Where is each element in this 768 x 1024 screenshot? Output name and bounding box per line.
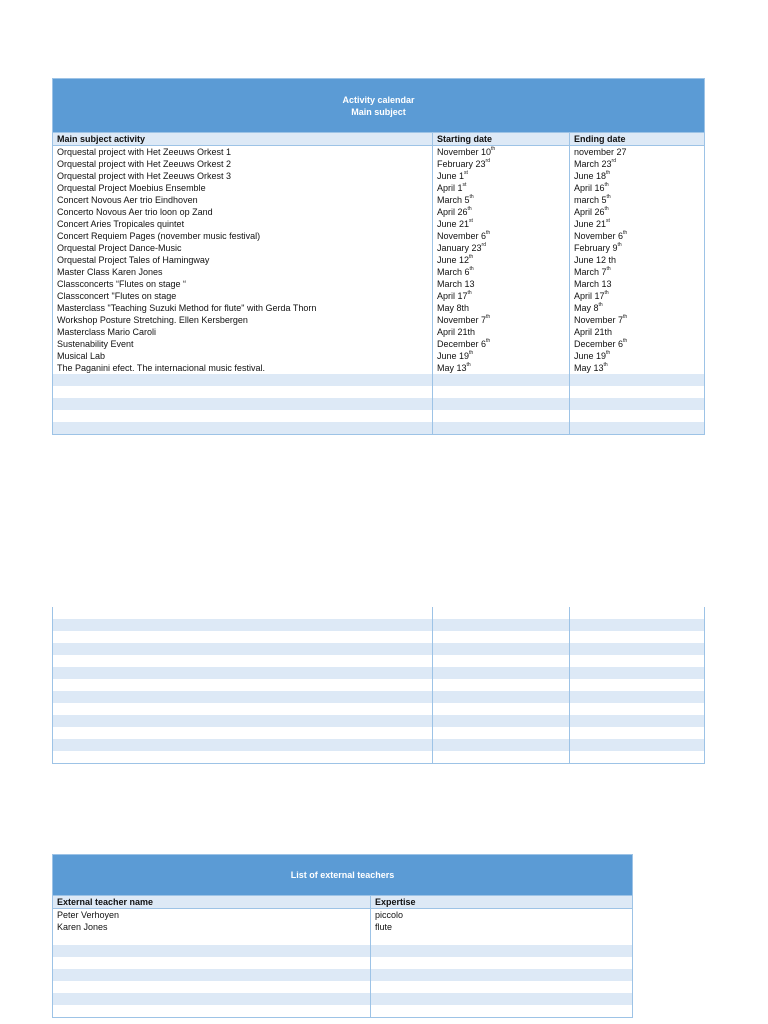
empty-cell: [371, 1005, 633, 1018]
starting-date-cell-suffix: th: [467, 290, 472, 296]
empty-cell: [53, 607, 433, 619]
empty-cell: [570, 715, 705, 727]
starting-date-cell: [433, 206, 570, 218]
empty-cell: [433, 667, 570, 679]
activity-cell-text: Sustenability Event: [57, 339, 134, 349]
ending-date-cell-text: April 16: [574, 183, 605, 193]
blank-empty-row: [53, 655, 705, 667]
starting-date-cell: [433, 194, 570, 206]
empty-cell: [53, 727, 433, 739]
starting-date-cell-text: April 21th: [437, 327, 476, 337]
activity-row: [53, 158, 705, 170]
ending-date-cell-text: April 17: [574, 291, 605, 301]
ending-date-cell-text: June 21: [574, 219, 607, 229]
activity-cell-text: Orquestal project with Het Zeeuws Orkest 1: [57, 147, 232, 157]
empty-cell: [570, 398, 705, 410]
activity-table-body: [53, 146, 705, 435]
starting-date-cell-text: April 17: [437, 291, 468, 301]
empty-cell: [53, 751, 433, 764]
starting-date-cell: [433, 266, 570, 278]
ending-date-cell-text: November 6: [574, 231, 624, 241]
activity-row: [53, 170, 705, 182]
ending-date-cell-text: march 5: [574, 195, 607, 205]
expertise-cell-text: piccolo: [375, 910, 404, 920]
ending-date-cell: [570, 194, 705, 206]
ending-date-cell-suffix: th: [623, 314, 628, 320]
starting-date-cell: [433, 302, 570, 314]
blank-empty-row: [53, 619, 705, 631]
ending-date-cell-suffix: th: [617, 242, 622, 248]
header-expertise: Expertise: [371, 896, 633, 909]
activity-cell-text: Workshop Posture Stretching. Ellen Kersbergen: [57, 315, 248, 325]
ending-date-cell: [570, 242, 705, 254]
header-starting-date: Starting date: [433, 133, 570, 146]
activity-row: [53, 326, 705, 338]
empty-cell: [570, 607, 705, 619]
activity-cell: [53, 278, 433, 290]
ending-date-cell: [570, 290, 705, 302]
starting-date-cell-text: April 1: [437, 183, 463, 193]
starting-date-cell-suffix: th: [469, 266, 474, 272]
ending-date-cell: [570, 278, 705, 290]
activity-row: [53, 194, 705, 206]
teachers-table-body: [53, 909, 633, 1018]
empty-cell: [53, 957, 371, 969]
starting-date-cell-text: June 12: [437, 255, 470, 265]
starting-date-cell: [433, 158, 570, 170]
starting-date-cell-suffix: th: [467, 206, 472, 212]
activity-row: [53, 254, 705, 266]
teacher-row: [53, 909, 633, 922]
empty-cell: [570, 386, 705, 398]
starting-date-cell: [433, 170, 570, 182]
activity-calendar-subtitle: Main subject: [351, 106, 406, 117]
ending-date-cell-suffix: th: [604, 290, 609, 296]
blank-empty-row: [53, 631, 705, 643]
empty-cell: [570, 751, 705, 764]
empty-cell: [53, 981, 371, 993]
ending-date-cell: [570, 314, 705, 326]
starting-date-cell-suffix: th: [486, 314, 491, 320]
activity-calendar-banner: [53, 79, 705, 133]
empty-cell: [371, 981, 633, 993]
teacher-row: [53, 921, 633, 933]
empty-cell: [433, 386, 570, 398]
expertise-cell: [371, 909, 633, 922]
starting-date-cell: [433, 242, 570, 254]
ending-date-cell-text: May 8: [574, 303, 599, 313]
activity-empty-row: [53, 410, 705, 422]
empty-cell: [433, 410, 570, 422]
activity-row: [53, 242, 705, 254]
activity-cell-text: Masterclass Mario Caroli: [57, 327, 157, 337]
activity-cell: [53, 266, 433, 278]
starting-date-cell-suffix: st: [462, 182, 467, 188]
ending-date-cell-text: March 7: [574, 267, 607, 277]
empty-cell: [53, 619, 433, 631]
empty-cell: [433, 715, 570, 727]
empty-cell: [433, 727, 570, 739]
activity-cell: [53, 170, 433, 182]
starting-date-cell: [433, 350, 570, 362]
starting-date-cell-suffix: th: [469, 254, 474, 260]
empty-cell: [53, 703, 433, 715]
blank-table: [52, 607, 705, 764]
activity-cell-text: Orquestal project with Het Zeeuws Orkest 2: [57, 159, 232, 169]
empty-cell: [433, 631, 570, 643]
activity-row: [53, 218, 705, 230]
empty-cell: [371, 993, 633, 1005]
blank-empty-row: [53, 751, 705, 764]
ending-date-cell-suffix: th: [623, 230, 628, 236]
starting-date-cell-text: June 19: [437, 351, 470, 361]
starting-date-cell: [433, 182, 570, 194]
activity-cell: [53, 194, 433, 206]
ending-date-cell: [570, 146, 705, 159]
activity-row: [53, 278, 705, 290]
empty-cell: [53, 631, 433, 643]
activity-empty-row: [53, 398, 705, 410]
activity-cell: [53, 302, 433, 314]
starting-date-cell-text: April 26: [437, 207, 468, 217]
ending-date-cell-suffix: th: [606, 350, 611, 356]
starting-date-cell: [433, 314, 570, 326]
teachers-empty-row: [53, 993, 633, 1005]
ending-date-cell: [570, 230, 705, 242]
empty-cell: [53, 993, 371, 1005]
empty-cell: [53, 739, 433, 751]
external-teachers-banner: [53, 855, 633, 896]
activity-cell-text: Classconcerts “Flutes on stage “: [57, 279, 187, 289]
activity-cell-text: Orquestal Project Tales of Hamingway: [57, 255, 210, 265]
ending-date-cell: [570, 362, 705, 374]
teachers-empty-row: [53, 981, 633, 993]
activity-row: [53, 302, 705, 314]
starting-date-cell: [433, 254, 570, 266]
empty-cell: [53, 655, 433, 667]
ending-date-cell: [570, 206, 705, 218]
activity-cell: [53, 242, 433, 254]
activity-cell: [53, 230, 433, 242]
starting-date-cell: [433, 362, 570, 374]
ending-date-cell-suffix: th: [604, 182, 609, 188]
activity-cell-text: Concert Aries Tropicales quintet: [57, 219, 185, 229]
expertise-cell-text: flute: [375, 922, 393, 932]
activity-cell-text: Orquestal Project Moebius Ensemble: [57, 183, 206, 193]
activity-row: [53, 266, 705, 278]
empty-cell: [53, 667, 433, 679]
teachers-empty-row: [53, 945, 633, 957]
activity-row: [53, 206, 705, 218]
activity-cell: [53, 350, 433, 362]
empty-cell: [570, 727, 705, 739]
activity-row: [53, 338, 705, 350]
starting-date-cell-suffix: th: [466, 362, 471, 368]
ending-date-cell-suffix: th: [598, 302, 603, 308]
teacher-name-cell-text: Karen Jones: [57, 922, 108, 932]
activity-cell-text: Musical Lab: [57, 351, 106, 361]
ending-date-cell-suffix: rd: [611, 158, 616, 164]
activity-cell: [53, 314, 433, 326]
starting-date-cell-text: June 1: [437, 171, 465, 181]
ending-date-cell-text: April 21th: [574, 327, 613, 337]
teachers-header-row: [53, 896, 633, 909]
ending-date-cell: [570, 350, 705, 362]
teachers-empty-row: [53, 933, 633, 945]
ending-date-cell-text: June 18: [574, 171, 607, 181]
starting-date-cell-text: May 8th: [437, 303, 470, 313]
starting-date-cell: [433, 230, 570, 242]
empty-cell: [433, 739, 570, 751]
starting-date-cell-text: November 6: [437, 231, 487, 241]
starting-date-cell-text: March 13: [437, 279, 475, 289]
activity-cell-text: The Paganini efect. The internacional music festival.: [57, 363, 265, 373]
activity-cell: [53, 326, 433, 338]
empty-cell: [53, 691, 433, 703]
activity-row: [53, 146, 705, 159]
ending-date-cell-suffix: th: [606, 266, 611, 272]
blank-empty-row: [53, 739, 705, 751]
empty-cell: [53, 643, 433, 655]
empty-cell: [570, 667, 705, 679]
activity-calendar-table: [52, 78, 705, 435]
ending-date-cell: [570, 338, 705, 350]
ending-date-cell-suffix: th: [604, 206, 609, 212]
activity-empty-row: [53, 386, 705, 398]
activity-cell: [53, 362, 433, 374]
ending-date-cell: [570, 266, 705, 278]
empty-cell: [433, 679, 570, 691]
activity-cell: [53, 158, 433, 170]
starting-date-cell-text: November 7: [437, 315, 487, 325]
teachers-empty-row: [53, 969, 633, 981]
starting-date-cell: [433, 290, 570, 302]
blank-empty-row: [53, 643, 705, 655]
activity-empty-row: [53, 374, 705, 386]
activity-cell-text: Orquestal project with Het Zeeuws Orkest 3: [57, 171, 232, 181]
ending-date-cell: [570, 302, 705, 314]
starting-date-cell-suffix: th: [491, 146, 496, 152]
empty-cell: [53, 715, 433, 727]
ending-date-cell-text: February 9: [574, 243, 618, 253]
activity-row: [53, 230, 705, 242]
activity-cell-text: Concert Novous Aer trio Eindhoven: [57, 195, 198, 205]
activity-cell-text: Concerto Novous Aer trio loon op Zand: [57, 207, 213, 217]
ending-date-cell: [570, 254, 705, 266]
ending-date-cell-text: December 6: [574, 339, 624, 349]
activity-row: [53, 314, 705, 326]
empty-cell: [570, 619, 705, 631]
empty-cell: [371, 945, 633, 957]
header-external-teacher-name: External teacher name: [53, 896, 371, 909]
empty-cell: [570, 703, 705, 715]
ending-date-cell-text: May 13: [574, 363, 604, 373]
activity-calendar-title: Activity calendar: [342, 94, 415, 105]
activity-cell: [53, 218, 433, 230]
empty-cell: [433, 655, 570, 667]
ending-date-cell: [570, 218, 705, 230]
activity-cell: [53, 146, 433, 159]
starting-date-cell: [433, 338, 570, 350]
header-main-subject-activity: Main subject activity: [53, 133, 433, 146]
empty-cell: [433, 691, 570, 703]
starting-date-cell-text: February 23: [437, 159, 486, 169]
empty-cell: [53, 398, 433, 410]
blank-empty-row: [53, 727, 705, 739]
ending-date-cell-text: June 12 th: [574, 255, 617, 265]
empty-cell: [371, 933, 633, 945]
activity-cell-text: Master Class Karen Jones: [57, 267, 163, 277]
empty-cell: [433, 398, 570, 410]
empty-cell: [570, 422, 705, 435]
starting-date-cell-suffix: rd: [481, 242, 486, 248]
empty-cell: [570, 655, 705, 667]
ending-date-cell-text: November 7: [574, 315, 624, 325]
blank-empty-row: [53, 607, 705, 619]
empty-cell: [53, 386, 433, 398]
starting-date-cell-text: January 23: [437, 243, 482, 253]
activity-cell: [53, 182, 433, 194]
starting-date-cell: [433, 278, 570, 290]
ending-date-cell-text: november 27: [574, 147, 627, 157]
starting-date-cell-text: March 5: [437, 195, 470, 205]
empty-cell: [570, 643, 705, 655]
starting-date-cell: [433, 326, 570, 338]
empty-cell: [433, 422, 570, 435]
activity-cell-text: Concert Requiem Pages (november music festival): [57, 231, 261, 241]
empty-cell: [570, 631, 705, 643]
blank-empty-row: [53, 667, 705, 679]
ending-date-cell: [570, 158, 705, 170]
starting-date-cell-suffix: st: [469, 218, 473, 224]
starting-date-cell-suffix: st: [464, 170, 468, 176]
empty-cell: [53, 1005, 371, 1018]
empty-cell: [433, 619, 570, 631]
ending-date-cell: [570, 326, 705, 338]
empty-cell: [570, 374, 705, 386]
activity-row: [53, 290, 705, 302]
empty-cell: [433, 751, 570, 764]
blank-empty-row: [53, 715, 705, 727]
teachers-empty-row: [53, 1005, 633, 1018]
activity-header-row: [53, 133, 705, 146]
blank-table-body: [53, 607, 705, 764]
starting-date-cell-text: March 6: [437, 267, 470, 277]
empty-cell: [53, 410, 433, 422]
empty-cell: [53, 679, 433, 691]
ending-date-cell-text: April 26: [574, 207, 605, 217]
teacher-name-cell: [53, 909, 371, 922]
empty-cell: [433, 374, 570, 386]
activity-empty-row: [53, 422, 705, 435]
empty-cell: [371, 957, 633, 969]
activity-cell-text: Orquestal Project Dance-Music: [57, 243, 182, 253]
activity-row: [53, 362, 705, 374]
external-teachers-title: List of external teachers: [290, 870, 395, 880]
ending-date-cell: [570, 170, 705, 182]
empty-cell: [570, 679, 705, 691]
starting-date-cell-text: December 6: [437, 339, 487, 349]
external-teachers-table: [52, 854, 633, 1018]
ending-date-cell-suffix: st: [606, 218, 610, 224]
starting-date-cell-suffix: th: [469, 194, 474, 200]
starting-date-cell-suffix: th: [486, 338, 491, 344]
empty-cell: [53, 933, 371, 945]
teacher-name-cell: [53, 921, 371, 933]
activity-cell: [53, 206, 433, 218]
empty-cell: [433, 703, 570, 715]
starting-date-cell-suffix: th: [469, 350, 474, 356]
activity-row: [53, 350, 705, 362]
empty-cell: [570, 410, 705, 422]
empty-cell: [53, 422, 433, 435]
ending-date-cell-suffix: th: [623, 338, 628, 344]
header-ending-date: Ending date: [570, 133, 705, 146]
activity-cell: [53, 254, 433, 266]
ending-date-cell-text: June 19: [574, 351, 607, 361]
empty-cell: [570, 691, 705, 703]
empty-cell: [53, 374, 433, 386]
empty-cell: [53, 969, 371, 981]
starting-date-cell-text: June 21: [437, 219, 470, 229]
starting-date-cell: [433, 146, 570, 159]
starting-date-cell-suffix: th: [486, 230, 491, 236]
teachers-empty-row: [53, 957, 633, 969]
blank-empty-row: [53, 679, 705, 691]
activity-cell-text: Masterclass "Teaching Suzuki Method for flute" with Gerda Thorn: [57, 303, 317, 313]
starting-date-cell-text: May 13: [437, 363, 467, 373]
starting-date-cell-suffix: rd: [485, 158, 490, 164]
empty-cell: [433, 643, 570, 655]
activity-cell: [53, 290, 433, 302]
ending-date-cell-text: March 23: [574, 159, 612, 169]
starting-date-cell-text: November 10: [437, 147, 492, 157]
activity-cell-text: Classconcert "Flutes on stage: [57, 291, 177, 301]
ending-date-cell-text: March 13: [574, 279, 612, 289]
ending-date-cell-suffix: th: [603, 362, 608, 368]
empty-cell: [53, 945, 371, 957]
starting-date-cell: [433, 218, 570, 230]
empty-cell: [570, 739, 705, 751]
ending-date-cell-suffix: th: [606, 170, 611, 176]
activity-row: [53, 182, 705, 194]
ending-date-cell-suffix: th: [606, 194, 611, 200]
blank-empty-row: [53, 703, 705, 715]
empty-cell: [433, 607, 570, 619]
ending-date-cell: [570, 182, 705, 194]
activity-cell: [53, 338, 433, 350]
teacher-name-cell-text: Peter Verhoyen: [57, 910, 120, 920]
empty-cell: [371, 969, 633, 981]
blank-empty-row: [53, 691, 705, 703]
expertise-cell: [371, 921, 633, 933]
